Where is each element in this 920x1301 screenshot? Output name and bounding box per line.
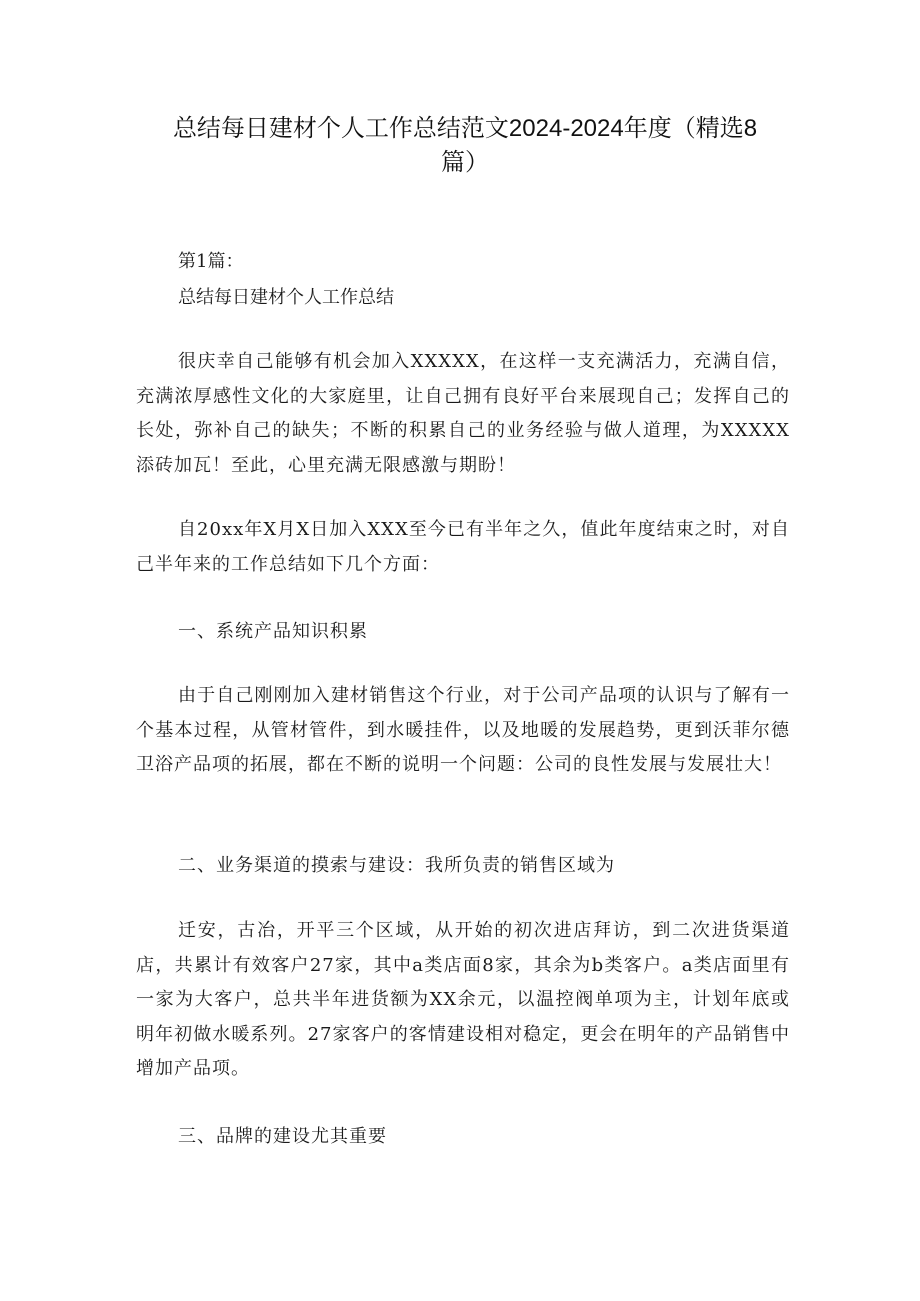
paragraph-intro: 很庆幸自己能够有机会加入XXXXX，在这样一支充满活力，充满自信，充满浓厚感性文化的大家庭里，让自己拥有良好平台来展现自己；发挥自己的长处，弥补自己的缺失；不断的积累自己的业务经验与做人道理，为XXXXX添砖加瓦！至此，心里充满无限感激与期盼！ [136,351,790,476]
paragraph-sales-channels: 迁安，古冶，开平三个区域，从开始的初次进店拜访，到二次进货渠道店，共累计有效客户27家，其中a类店面8家，其余为b类客户。a类店面里有一家为大客户，总共半年进货额为XX余元，以温控阀单项为主，计划年底或明年初做水暖系列。27家客户的客情建设相对稳定，更会在明年的产品销售中增加产品项。 [136,920,790,1079]
paragraph-summary-intro: 自20xx年X月X日加入XXX至今已有半年之久，值此年度结束之时，对自己半年来的工作总结如下几个方面： [136,519,790,575]
heading-brand-building: 三、品牌的建设尤其重要 [178,1126,387,1147]
document-title: 总结每日建材个人工作总结范文2024-2024年度（精选8篇） [172,115,758,176]
paragraph-product-knowledge: 由于自己刚刚加入建材销售这个行业，对于公司产品项的认识与了解有一个基本过程，从管材管件，到水暖挂件，以及地暖的发展趋势，更到沃菲尔德卫浴产品项的拓展，都在不断的说明一个问题：公司的良性发展与发展壮大！ [136,685,790,775]
heading-sales-channels: 二、业务渠道的摸索与建设：我所负责的销售区域为 [178,855,615,876]
section-title: 总结每日建材个人工作总结 [178,287,394,308]
section-label: 第1篇： [178,251,244,272]
heading-product-knowledge: 一、系统产品知识积累 [178,621,368,642]
